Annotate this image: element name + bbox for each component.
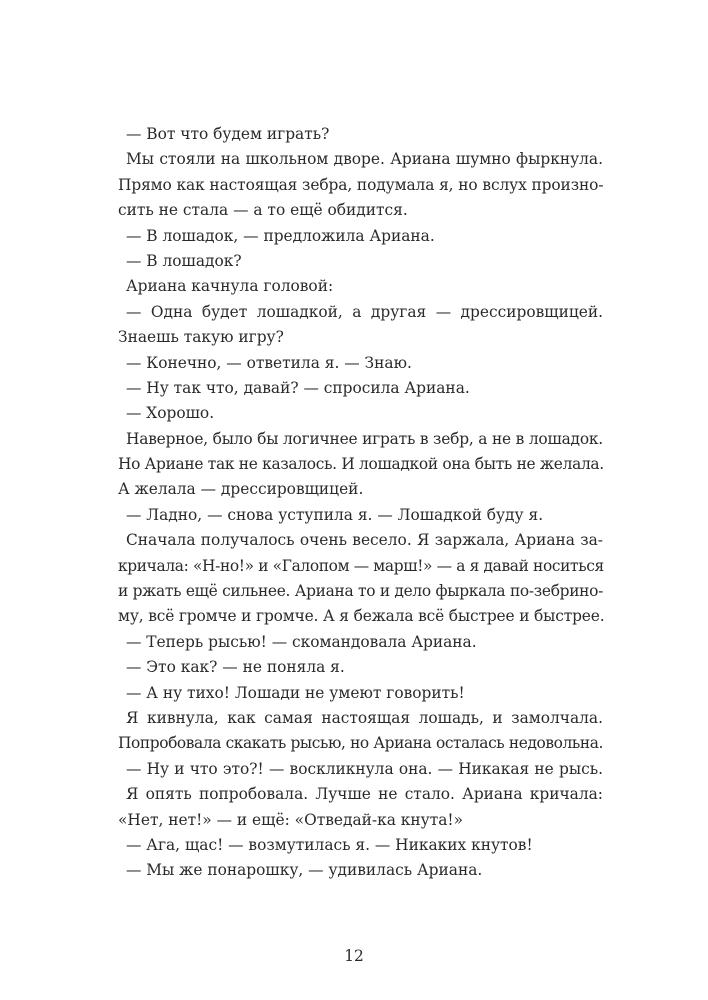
text-line-6: — В лошадок? xyxy=(126,251,242,270)
text-line-26: — Ну и что это?! — воскликнула она. — Никакая не рысь. xyxy=(126,759,603,778)
text-line-22: — Это как? — не поняла я. xyxy=(126,658,345,677)
text-line-24: Я кивнула, как самая настоящая лошадь, и замолчала. xyxy=(126,708,603,727)
text-line-3: Прямо как настоящая зебра, подумала я, но вслух произно- xyxy=(118,175,604,194)
text-line-23: — А ну тихо! Лошади не умеют говорить! xyxy=(126,683,465,702)
text-line-9: Знаешь такую игру? xyxy=(118,328,284,347)
text-line-11: — Ну так что, давай? — спросила Ариана. xyxy=(126,378,470,397)
text-line-2: Мы стояли на школьном дворе. Ариана шумно фыркнула. xyxy=(126,150,603,169)
text-line-18: кричала: «Н-но!» и «Галопом — марш!» — а я давай носиться xyxy=(118,556,604,575)
book-page-text xyxy=(118,122,603,884)
page-number: 12 xyxy=(344,947,364,965)
text-line-1: — Вот что будем играть? xyxy=(126,125,330,143)
text-line-17: Сначала получалось очень весело. Я заржала, Ариана за- xyxy=(126,531,603,550)
text-line-14: Но Ариане так не казалось. И лошадкой она быть не желала. xyxy=(118,455,604,474)
text-line-7: Ариана качнула головой: xyxy=(126,277,334,296)
text-line-10: — Конечно, — ответила я. — Знаю. xyxy=(126,353,412,372)
text-line-25: Попробовала скакать рысью, но Ариана осталась недовольна. xyxy=(118,734,603,753)
text-line-8: — Одна будет лошадкой, а другая — дрессировщицей. xyxy=(126,302,603,321)
text-line-20: му, всё громче и громче. А я бежала всё быстрее и быстрее. xyxy=(118,607,605,626)
text-line-30: — Мы же понарошку, — удивилась Ариана. xyxy=(126,861,483,880)
text-line-12: — Хорошо. xyxy=(126,404,215,423)
text-line-19: и ржать ещё сильнее. Ариана то и дело фыркала по-зебрино- xyxy=(118,582,603,601)
text-line-21: — Теперь рысью! — скомандовала Ариана. xyxy=(126,632,477,651)
text-line-5: — В лошадок, — предложила Ариана. xyxy=(126,226,435,245)
text-line-28: «Нет, нет!» — и ещё: «Отведай-ка кнута!» xyxy=(118,810,463,829)
text-line-27: Я опять попробовала. Лучше не стало. Ариана кричала: xyxy=(126,785,603,804)
text-line-15: А желала — дрессировщицей. xyxy=(118,480,364,499)
text-line-13: Наверное, было бы логичнее играть в зебр, а не в лошадок. xyxy=(126,429,603,448)
text-line-16: — Ладно, — снова уступила я. — Лошадкой буду я. xyxy=(126,505,544,524)
text-line-4: сить не стала — а то ещё обидится. xyxy=(118,201,408,220)
text-line-29: — Ага, щас! — возмутилась я. — Никаких кнутов! xyxy=(126,835,533,854)
